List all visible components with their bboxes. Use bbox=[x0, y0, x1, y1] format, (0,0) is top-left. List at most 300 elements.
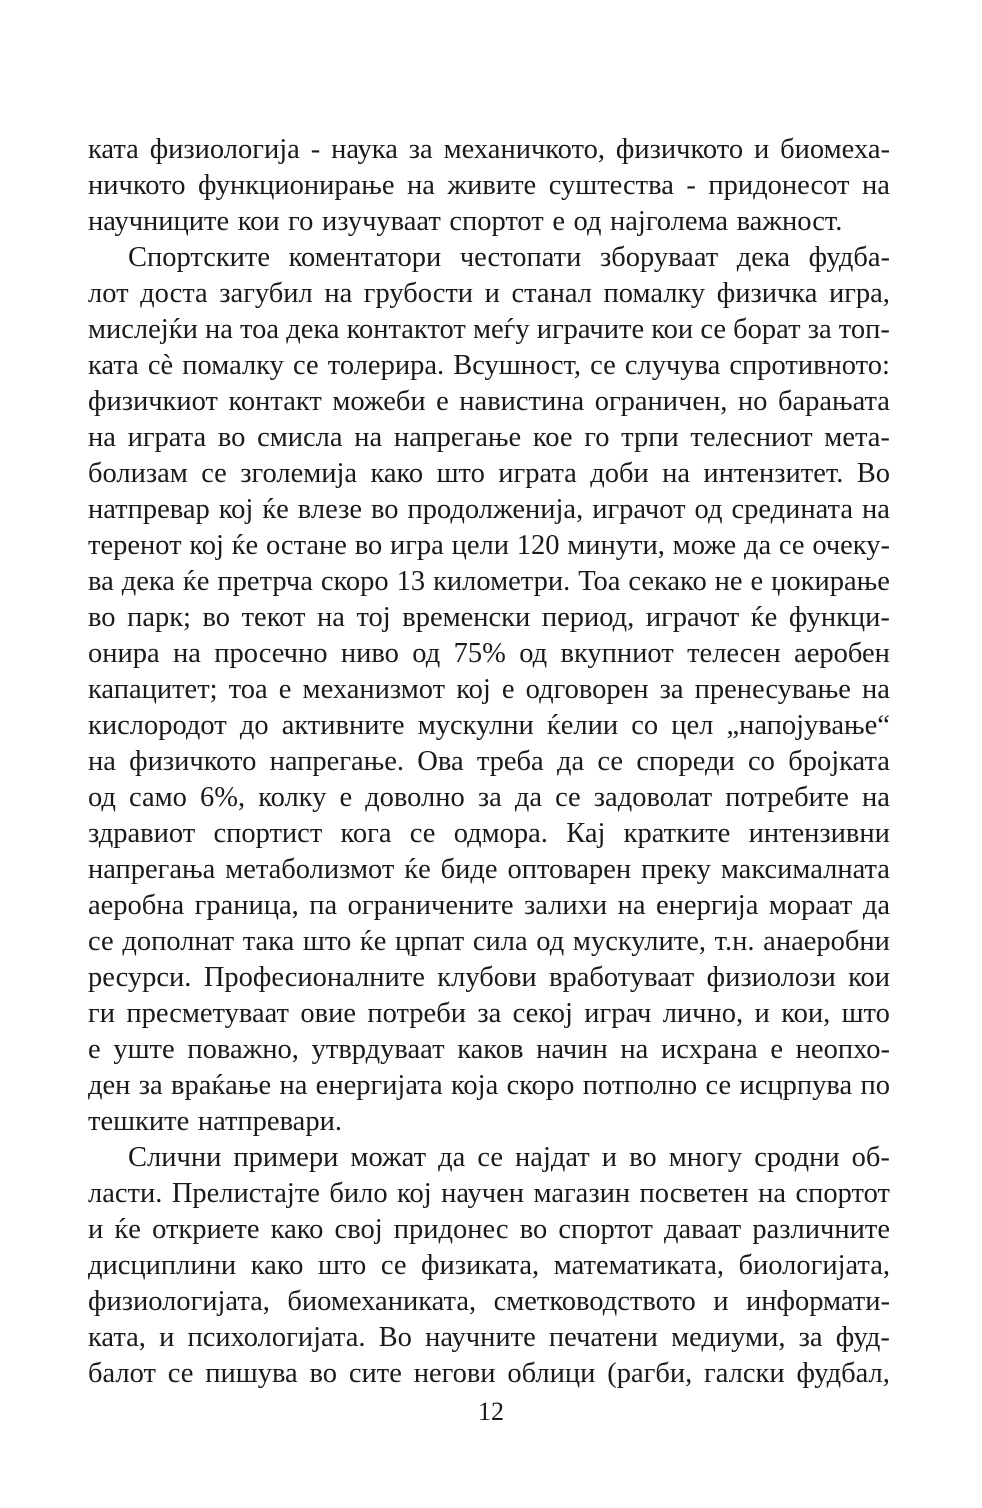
word: парк; bbox=[127, 602, 191, 633]
word: енергијата bbox=[315, 1070, 443, 1101]
word: ќе bbox=[262, 494, 289, 525]
text-line bbox=[88, 1320, 890, 1356]
word: утврдуваат bbox=[311, 1034, 445, 1065]
word: на bbox=[620, 1034, 649, 1065]
word: т.н. bbox=[714, 926, 755, 957]
word: различните bbox=[752, 1214, 890, 1245]
word: научниците bbox=[88, 206, 230, 237]
word: енергија bbox=[656, 890, 759, 921]
word: контактот bbox=[346, 314, 466, 345]
word: цел bbox=[671, 710, 714, 741]
word: ката bbox=[88, 134, 139, 165]
text-line bbox=[88, 276, 890, 312]
text-line bbox=[88, 240, 890, 276]
word: кога bbox=[340, 818, 392, 849]
word: фудба- bbox=[808, 242, 890, 273]
word: кратките bbox=[623, 818, 731, 849]
word: помалку bbox=[182, 350, 284, 381]
word: об- bbox=[851, 1142, 890, 1173]
word: е bbox=[339, 782, 353, 813]
word: да bbox=[438, 1142, 466, 1173]
word: свој bbox=[334, 1214, 383, 1245]
word: коментатори bbox=[288, 242, 442, 273]
text-line bbox=[88, 456, 890, 492]
word: на bbox=[88, 422, 116, 453]
word: дека bbox=[736, 242, 791, 273]
word: потреби bbox=[367, 998, 466, 1029]
word: до bbox=[239, 710, 269, 741]
word: Всушност, bbox=[453, 350, 581, 381]
word: од bbox=[519, 638, 548, 669]
word: најголема bbox=[610, 206, 729, 237]
word: скоро bbox=[506, 1070, 575, 1101]
word: кој bbox=[456, 674, 491, 705]
word: со bbox=[748, 746, 775, 777]
word: најдат bbox=[515, 1142, 590, 1173]
word: кислородот bbox=[88, 710, 227, 741]
word: преку bbox=[641, 854, 711, 885]
word: лично, bbox=[662, 998, 744, 1029]
word: но bbox=[737, 386, 768, 417]
word: километри. bbox=[433, 566, 571, 597]
word: на bbox=[662, 458, 691, 489]
word: уште bbox=[113, 1034, 175, 1065]
word: облици bbox=[507, 1358, 596, 1389]
word: магазин bbox=[533, 1178, 631, 1209]
word: играчот bbox=[592, 494, 686, 525]
word: метаболизмот bbox=[225, 854, 395, 885]
word: толерира. bbox=[327, 350, 445, 381]
word: - bbox=[310, 134, 321, 165]
word: се bbox=[590, 350, 616, 381]
text-line bbox=[88, 384, 890, 420]
word: сродни bbox=[754, 1142, 840, 1173]
word: 6%, bbox=[200, 782, 246, 813]
word: оптоварен bbox=[507, 854, 632, 885]
word: ограничените bbox=[347, 890, 514, 921]
word: поважно, bbox=[187, 1034, 299, 1065]
word: е bbox=[770, 1034, 783, 1065]
text-line bbox=[88, 1176, 890, 1212]
word: Професионалните bbox=[203, 962, 425, 993]
word: активните bbox=[281, 710, 405, 741]
word: Кај bbox=[566, 818, 606, 849]
text-line bbox=[88, 204, 890, 240]
text-line bbox=[88, 780, 890, 816]
word: 75% bbox=[453, 638, 506, 669]
word: биологијата, bbox=[738, 1250, 890, 1281]
word: треба bbox=[476, 746, 544, 777]
word: интензивни bbox=[748, 818, 890, 849]
word: Спортските bbox=[128, 242, 271, 273]
word: на bbox=[324, 278, 353, 309]
word: на bbox=[354, 422, 383, 453]
word: што bbox=[436, 458, 485, 489]
text-line bbox=[88, 960, 890, 996]
word: фуд- bbox=[835, 1322, 890, 1353]
word: па bbox=[309, 890, 338, 921]
word: и bbox=[88, 1214, 104, 1245]
word: за bbox=[798, 1322, 823, 1353]
word: играта bbox=[498, 458, 577, 489]
word: ограничен, bbox=[594, 386, 728, 417]
word: на bbox=[88, 746, 116, 777]
word: што bbox=[317, 1250, 367, 1281]
word: сите bbox=[348, 1358, 402, 1389]
word: на bbox=[617, 890, 646, 921]
word: во bbox=[354, 530, 383, 561]
word: што bbox=[302, 926, 352, 957]
word: кој bbox=[218, 494, 254, 525]
word: борат bbox=[733, 314, 801, 345]
word: станал bbox=[511, 278, 592, 309]
word: ќе bbox=[182, 566, 210, 597]
word: физичка bbox=[716, 278, 818, 309]
word: и bbox=[159, 1322, 175, 1353]
word: на bbox=[861, 782, 890, 813]
word: потполно bbox=[582, 1070, 698, 1101]
word: од bbox=[536, 926, 565, 957]
word: мета- bbox=[824, 422, 890, 453]
word: се bbox=[705, 1070, 732, 1101]
word: психологијата. bbox=[187, 1322, 366, 1353]
word: црпат bbox=[395, 926, 465, 957]
word: просечно bbox=[214, 638, 328, 669]
word: навистина bbox=[459, 386, 585, 417]
text-line bbox=[88, 924, 890, 960]
word: за bbox=[138, 1070, 163, 1101]
word: мислејќи bbox=[88, 314, 198, 345]
word: телесниот bbox=[690, 422, 813, 453]
word: со bbox=[631, 710, 659, 741]
word: на bbox=[279, 1070, 308, 1101]
word: од bbox=[412, 638, 441, 669]
word: балот bbox=[88, 1358, 156, 1389]
text-line bbox=[88, 1356, 890, 1392]
word: се bbox=[293, 350, 319, 381]
text-line bbox=[88, 1248, 890, 1284]
word: овие bbox=[300, 998, 356, 1029]
word: функци- bbox=[788, 602, 890, 633]
word: задоволат bbox=[593, 782, 713, 813]
word: дека bbox=[286, 314, 340, 345]
word: бројката bbox=[788, 746, 890, 777]
word: информати- bbox=[745, 1286, 890, 1317]
word: влезе bbox=[297, 494, 363, 525]
word: очеку- bbox=[812, 530, 890, 561]
word: биомеханиката, bbox=[287, 1286, 477, 1317]
word: меѓу bbox=[472, 314, 530, 345]
word: е bbox=[436, 386, 449, 417]
word: во bbox=[629, 1142, 657, 1173]
word: временски bbox=[402, 602, 531, 633]
word: здравиот bbox=[88, 818, 196, 849]
word: Прелистајте bbox=[171, 1178, 320, 1209]
word: механичкото, bbox=[443, 134, 606, 165]
word: во bbox=[217, 422, 246, 453]
text-line bbox=[88, 744, 890, 780]
word: пренесување bbox=[694, 674, 851, 705]
word: играта bbox=[127, 422, 207, 453]
word: дека bbox=[121, 566, 175, 597]
word: кои bbox=[237, 206, 280, 237]
word: која bbox=[451, 1070, 499, 1101]
word: сметководството bbox=[493, 1286, 696, 1317]
word: кој bbox=[397, 1178, 432, 1209]
word: играчот bbox=[645, 602, 740, 633]
word: напрегање bbox=[393, 422, 522, 453]
word: можат bbox=[350, 1142, 427, 1173]
word: секој bbox=[512, 998, 573, 1029]
word: научен bbox=[441, 1178, 525, 1209]
word: ва bbox=[88, 566, 114, 597]
text-line bbox=[88, 600, 890, 636]
word: од bbox=[88, 782, 116, 813]
word: капацитет; bbox=[88, 674, 218, 705]
word: како bbox=[250, 1250, 304, 1281]
word: доби bbox=[590, 458, 649, 489]
word: се bbox=[409, 818, 436, 849]
word: - bbox=[686, 170, 696, 201]
word: на bbox=[204, 314, 233, 345]
word: негови bbox=[413, 1358, 496, 1389]
text-line bbox=[88, 1068, 890, 1104]
word: се bbox=[477, 1142, 503, 1173]
word: вработуваат bbox=[549, 962, 695, 993]
word: спореди bbox=[636, 746, 735, 777]
word: било bbox=[329, 1178, 388, 1209]
word: Ова bbox=[417, 746, 464, 777]
word: за bbox=[477, 782, 502, 813]
word: медиуми, bbox=[671, 1322, 786, 1353]
word: за bbox=[659, 674, 684, 705]
word: натпревари. bbox=[197, 1106, 342, 1137]
text-line bbox=[88, 132, 890, 168]
word: смисла bbox=[257, 422, 343, 453]
word: лот bbox=[88, 278, 129, 309]
text-line bbox=[88, 672, 890, 708]
text-line bbox=[88, 1140, 890, 1176]
word: доста bbox=[140, 278, 208, 309]
word: и bbox=[601, 1142, 618, 1173]
word: се bbox=[88, 926, 114, 957]
word: зборуваат bbox=[599, 242, 719, 273]
word: честопати bbox=[459, 242, 582, 273]
text-line bbox=[88, 312, 890, 348]
page-number: 12 bbox=[478, 1397, 504, 1426]
word: ќе bbox=[359, 926, 387, 957]
word: случува bbox=[624, 350, 721, 381]
word: се bbox=[778, 530, 805, 561]
word: зголемија bbox=[240, 458, 358, 489]
word: од bbox=[694, 494, 723, 525]
word: на bbox=[862, 170, 890, 201]
word: пишува bbox=[205, 1358, 298, 1389]
word: физичкото bbox=[615, 134, 744, 165]
word: изучуваат bbox=[321, 206, 441, 237]
word: физиологија bbox=[149, 134, 300, 165]
word: на bbox=[407, 170, 435, 201]
word: ресурси. bbox=[88, 962, 192, 993]
word: неопхо- bbox=[795, 1034, 890, 1065]
word: 120 bbox=[516, 530, 560, 561]
word: скоро bbox=[320, 566, 389, 597]
word: ќе bbox=[114, 1214, 141, 1245]
word: тоа bbox=[228, 674, 268, 705]
word: што bbox=[841, 998, 890, 1029]
word: клубови bbox=[437, 962, 537, 993]
word: во bbox=[88, 602, 116, 633]
word: 13 bbox=[396, 566, 426, 597]
word: галски bbox=[704, 1358, 785, 1389]
word: примери bbox=[233, 1142, 339, 1173]
word: аеробен bbox=[794, 638, 890, 669]
word: фудбал, bbox=[796, 1358, 890, 1389]
word: текот bbox=[241, 602, 306, 633]
word: да bbox=[862, 890, 890, 921]
word: доволно bbox=[365, 782, 465, 813]
word: на bbox=[862, 494, 890, 525]
word: исцрпува bbox=[739, 1070, 853, 1101]
word: важност. bbox=[736, 206, 843, 237]
word: кои bbox=[848, 962, 890, 993]
word: може bbox=[672, 530, 737, 561]
word: сила bbox=[472, 926, 528, 957]
word: во bbox=[371, 494, 399, 525]
word: физиологијата, bbox=[88, 1286, 270, 1317]
word: многу bbox=[668, 1142, 743, 1173]
word: суштества bbox=[548, 170, 674, 201]
word: одмора. bbox=[453, 818, 548, 849]
word: печатени bbox=[548, 1322, 658, 1353]
text-line bbox=[88, 420, 890, 456]
word: да bbox=[514, 782, 542, 813]
word: игра bbox=[389, 530, 444, 561]
word: остане bbox=[265, 530, 347, 561]
word: научните bbox=[425, 1322, 536, 1353]
word: како bbox=[270, 1214, 324, 1245]
word: спортот bbox=[558, 1214, 653, 1245]
word: начин bbox=[536, 1034, 608, 1065]
word: „напојување“ bbox=[726, 710, 890, 741]
word: претрча bbox=[217, 566, 313, 597]
word: е bbox=[750, 566, 764, 597]
word: ден bbox=[88, 1070, 131, 1101]
word: каков bbox=[457, 1034, 524, 1065]
word: во bbox=[309, 1358, 338, 1389]
word: и bbox=[754, 998, 770, 1029]
word: минути, bbox=[567, 530, 665, 561]
word: и bbox=[484, 278, 500, 309]
word: топ- bbox=[838, 314, 890, 345]
text-line bbox=[88, 1284, 890, 1320]
text-line bbox=[88, 564, 890, 600]
text-line bbox=[88, 852, 890, 888]
text-line bbox=[88, 636, 890, 672]
word: и bbox=[754, 134, 770, 165]
word: за bbox=[408, 134, 433, 165]
word: се bbox=[597, 746, 624, 777]
word: залихи bbox=[524, 890, 608, 921]
word: (рагби, bbox=[607, 1358, 693, 1389]
text-line bbox=[88, 996, 890, 1032]
word: по bbox=[860, 1070, 890, 1101]
text-line bbox=[88, 708, 890, 744]
word: даваат bbox=[663, 1214, 742, 1245]
word: игра, bbox=[828, 278, 890, 309]
word: да bbox=[743, 530, 772, 561]
word: џокирање bbox=[771, 566, 890, 597]
word: да bbox=[556, 746, 585, 777]
word: физичкиот bbox=[88, 386, 218, 417]
word: физичкото bbox=[129, 746, 257, 777]
word: колку bbox=[258, 782, 327, 813]
word: Во bbox=[378, 1322, 412, 1353]
word: враќање bbox=[170, 1070, 272, 1101]
word: се bbox=[201, 458, 227, 489]
word: дополнат bbox=[122, 926, 235, 957]
word: ката, bbox=[88, 1322, 146, 1353]
word: телесен bbox=[687, 638, 781, 669]
word: тоа bbox=[240, 314, 280, 345]
word: помалку bbox=[603, 278, 706, 309]
text-line bbox=[88, 888, 890, 924]
word: граница, bbox=[194, 890, 299, 921]
word: спортист bbox=[213, 818, 323, 849]
word: сѐ bbox=[147, 350, 174, 381]
word: е bbox=[88, 1034, 101, 1065]
word: играч bbox=[584, 998, 652, 1029]
word: на bbox=[862, 674, 890, 705]
word: вкупниот bbox=[560, 638, 674, 669]
word: период, bbox=[541, 602, 635, 633]
word: не bbox=[714, 566, 743, 597]
word: за bbox=[477, 998, 502, 1029]
text-line bbox=[88, 1212, 890, 1248]
word: теренот bbox=[88, 530, 182, 561]
word: и bbox=[713, 1286, 729, 1317]
word: кој bbox=[189, 530, 224, 561]
word: придонесот bbox=[708, 170, 850, 201]
word: живите bbox=[447, 170, 537, 201]
text-line bbox=[88, 1032, 890, 1068]
word: во bbox=[202, 602, 231, 633]
word: се bbox=[700, 314, 726, 345]
word: само bbox=[129, 782, 187, 813]
word: интензитет. bbox=[703, 458, 844, 489]
word: го bbox=[288, 206, 314, 237]
word: наука bbox=[331, 134, 398, 165]
word: на bbox=[758, 1178, 787, 1209]
word: контакт bbox=[228, 386, 322, 417]
word: физиката, bbox=[421, 1250, 540, 1281]
word: мораат bbox=[768, 890, 853, 921]
text-line bbox=[88, 528, 890, 564]
body-text-column bbox=[88, 132, 890, 1392]
word: натпревар bbox=[88, 494, 210, 525]
word: мускулни bbox=[417, 710, 534, 741]
word: анаеробни bbox=[763, 926, 890, 957]
word: биомеха- bbox=[780, 134, 890, 165]
text-line bbox=[88, 492, 890, 528]
word: трпи bbox=[621, 422, 679, 453]
word: максималната bbox=[720, 854, 890, 885]
word: ги bbox=[88, 998, 115, 1029]
word: се bbox=[167, 1358, 194, 1389]
word: биде bbox=[440, 854, 498, 885]
word: е bbox=[552, 206, 565, 237]
word: ќе bbox=[750, 602, 778, 633]
